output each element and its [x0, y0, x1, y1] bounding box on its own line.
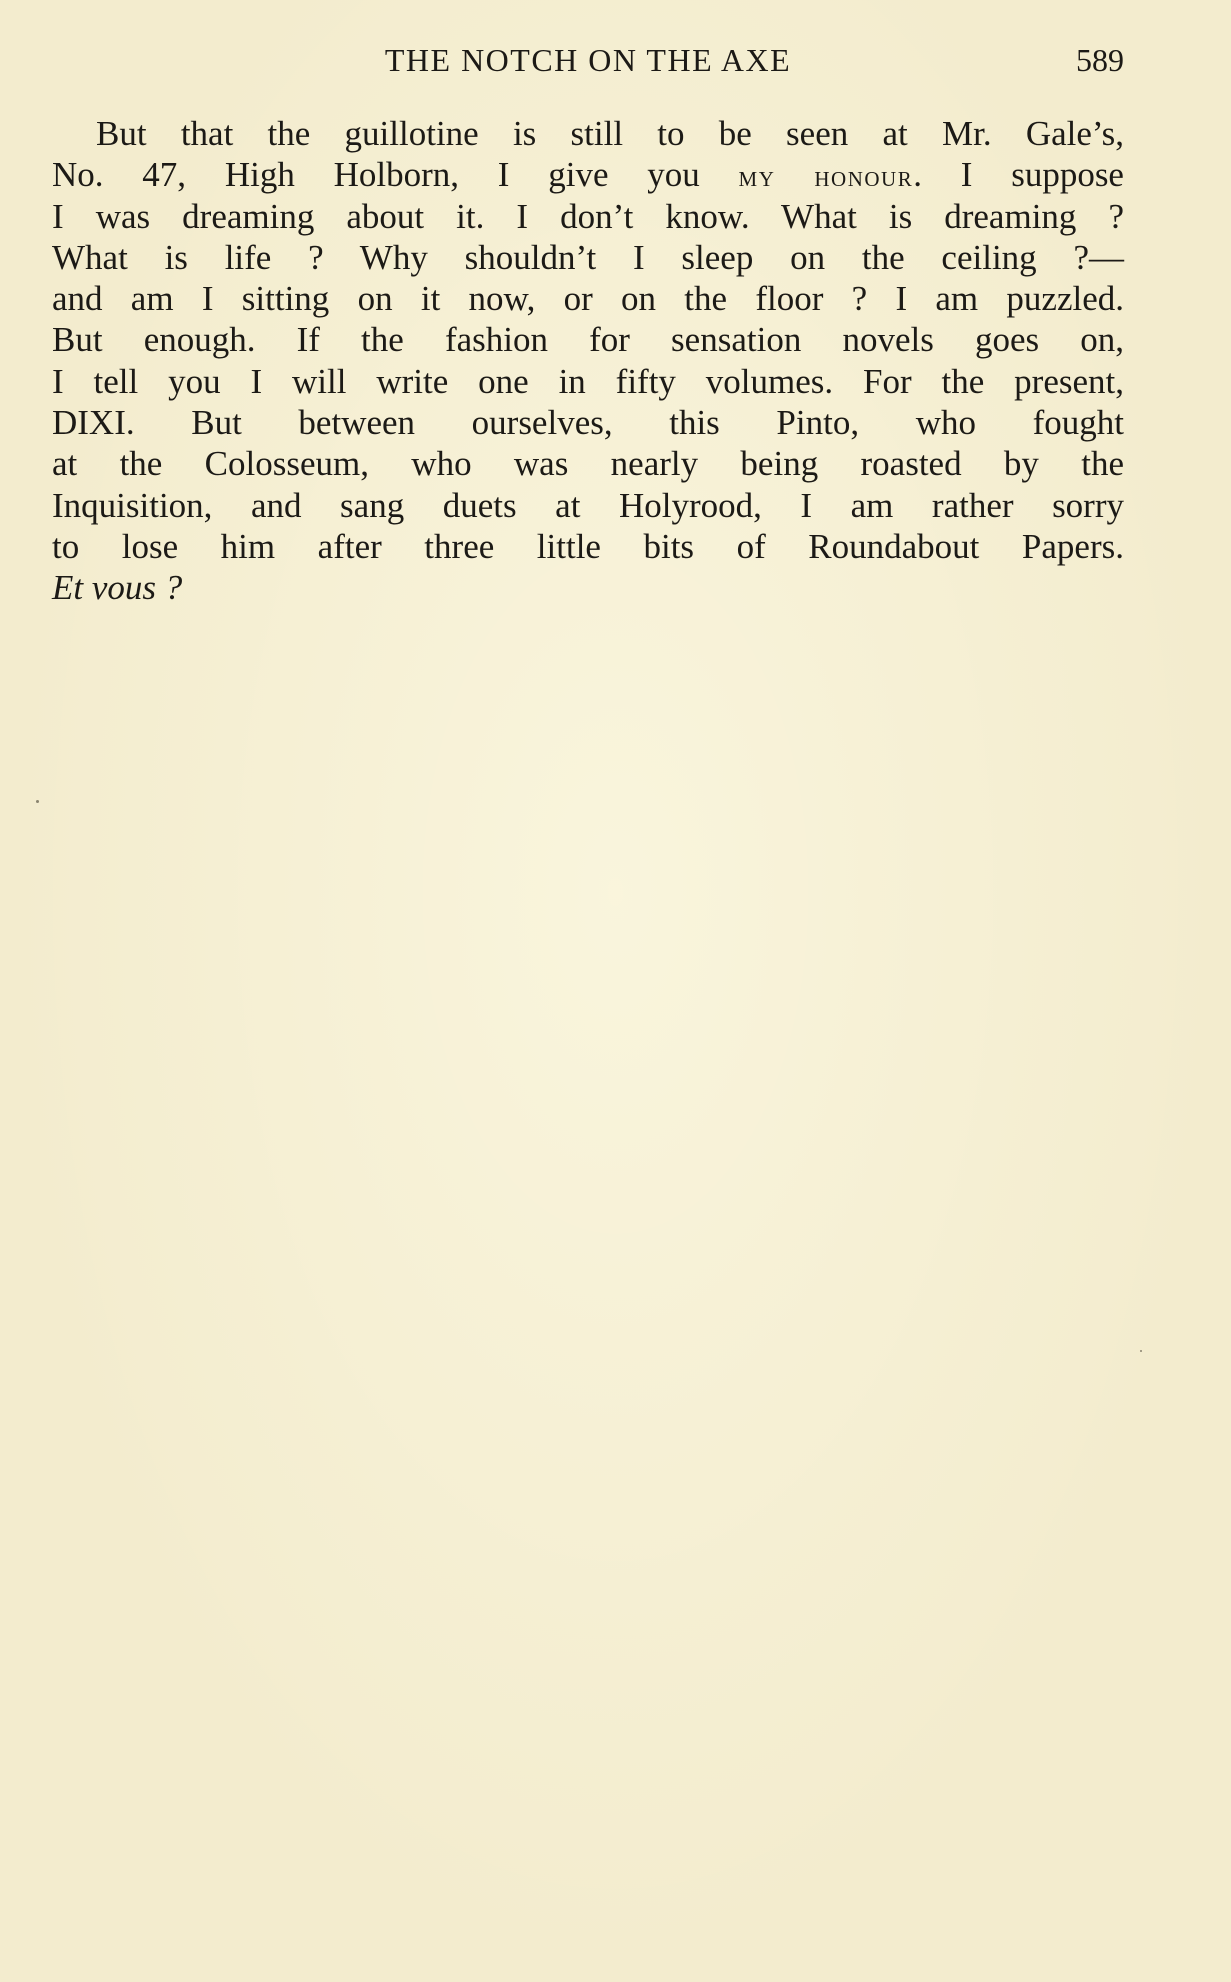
text-line: [52, 443, 1124, 484]
text-line: [52, 567, 1124, 608]
paper-speck: [1140, 1350, 1142, 1352]
text-line: [52, 278, 1124, 319]
text-segment: Inquisition, and sang duets at Holyrood, I am rather sorry: [52, 485, 1124, 525]
text-segment: I tell you I will write one in fifty volumes. For the present,: [52, 361, 1124, 401]
running-title: THE NOTCH ON THE AXE: [384, 42, 792, 78]
text-segment: DIXI. But between ourselves, this Pinto, who fought: [52, 403, 1124, 443]
text-line: [52, 237, 1124, 278]
text-segment: What is life ? Why shouldn’t I sleep on the ceiling ?—: [52, 237, 1124, 277]
text-segment: at the Colosseum, who was nearly being roasted by the: [52, 444, 1124, 484]
text-segment: to lose him after three little bits of Roundabout Papers.: [52, 526, 1124, 566]
page-number: 589: [1076, 42, 1124, 78]
text-line: [52, 113, 1124, 154]
text-line: [52, 485, 1124, 526]
text-line: [52, 154, 1124, 195]
text-line: [52, 526, 1124, 567]
text-line: [52, 402, 1124, 443]
text-segment: and am I sitting on it now, or on the floor ? I am puzzled.: [52, 279, 1124, 319]
text-segment: But that the guillotine is still to be seen at Mr. Gale’s,: [96, 114, 1124, 153]
running-head: [52, 38, 1124, 82]
text-segment: No. 47, High Holborn, I give you: [52, 155, 739, 195]
text-segment: . I suppose: [913, 155, 1124, 195]
text-line: [52, 361, 1124, 402]
small-caps-phrase: my honour: [738, 160, 914, 194]
paper-speck: [36, 800, 39, 803]
text-segment: I was dreaming about it. I don’t know. What is dreaming ?: [52, 196, 1124, 236]
body-paragraph: [52, 113, 1124, 609]
text-line: [52, 319, 1124, 360]
text-line: [52, 196, 1124, 237]
text-segment: But enough. If the fashion for sensation novels goes on,: [52, 320, 1124, 360]
italic-phrase: Et vous ?: [52, 568, 183, 608]
